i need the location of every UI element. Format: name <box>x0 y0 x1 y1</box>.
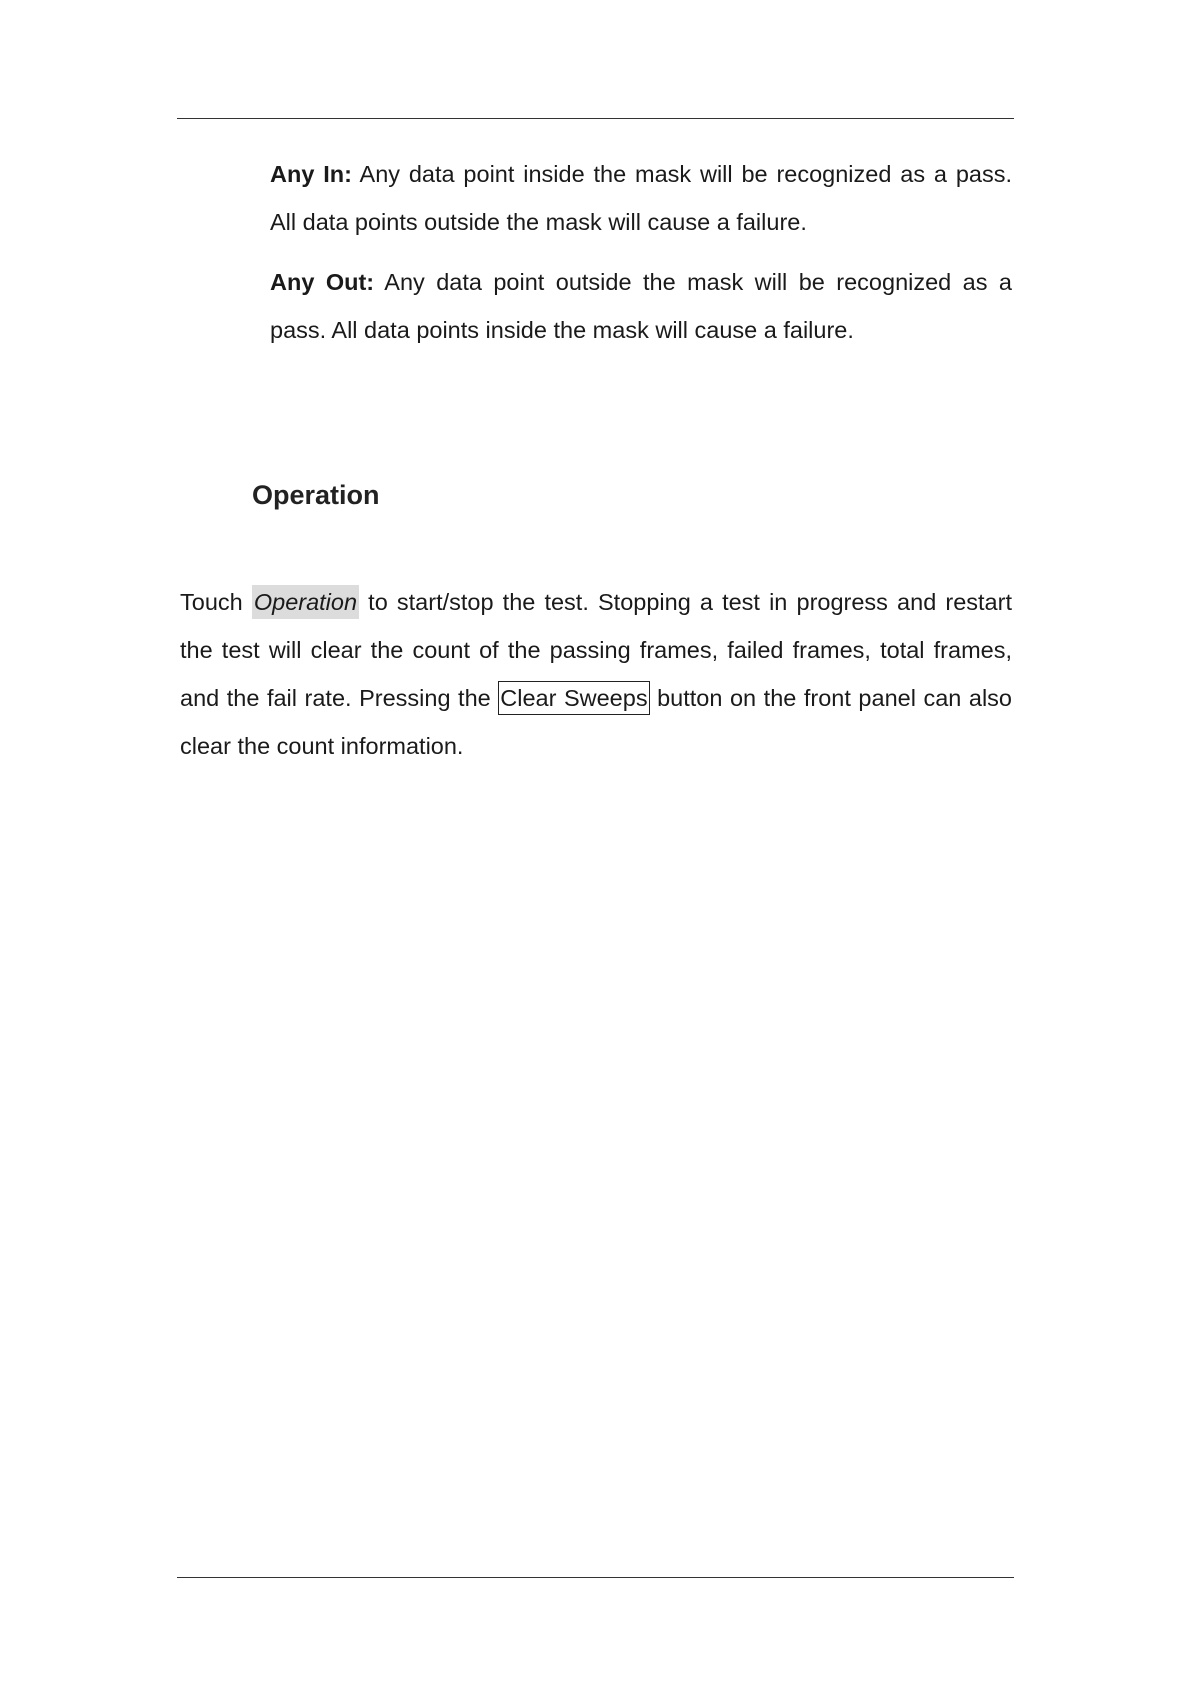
paragraph-text: button on the front panel can also clear the count information. <box>180 685 1013 759</box>
section-heading: Operation <box>252 480 380 510</box>
definition-text: Any data point inside the mask will be recognized as a pass. All data points outside the mask will cause a failure. <box>270 161 1012 235</box>
definition-term: Any Out: <box>270 269 375 295</box>
definition-any-in <box>270 150 1012 246</box>
definition-any-out <box>270 258 1012 354</box>
paragraph-text: to start/stop the test. Stopping a test in progress and restart the test will clear the count of the passing frames, failed frames, total frames, and the fail rate. Pressing the <box>180 589 1012 711</box>
header-rule <box>177 118 1014 119</box>
paragraph-text: Touch <box>180 589 252 615</box>
footer-rule <box>177 1577 1014 1578</box>
definition-term: Any In: <box>270 161 352 187</box>
definition-text: Any data point outside the mask will be recognized as a pass. All data points inside the mask will cause a failure. <box>270 269 1013 343</box>
operation-softkey: Operation <box>252 585 359 619</box>
clear-sweeps-key: Clear Sweeps <box>498 681 649 715</box>
operation-paragraph <box>180 578 1012 770</box>
